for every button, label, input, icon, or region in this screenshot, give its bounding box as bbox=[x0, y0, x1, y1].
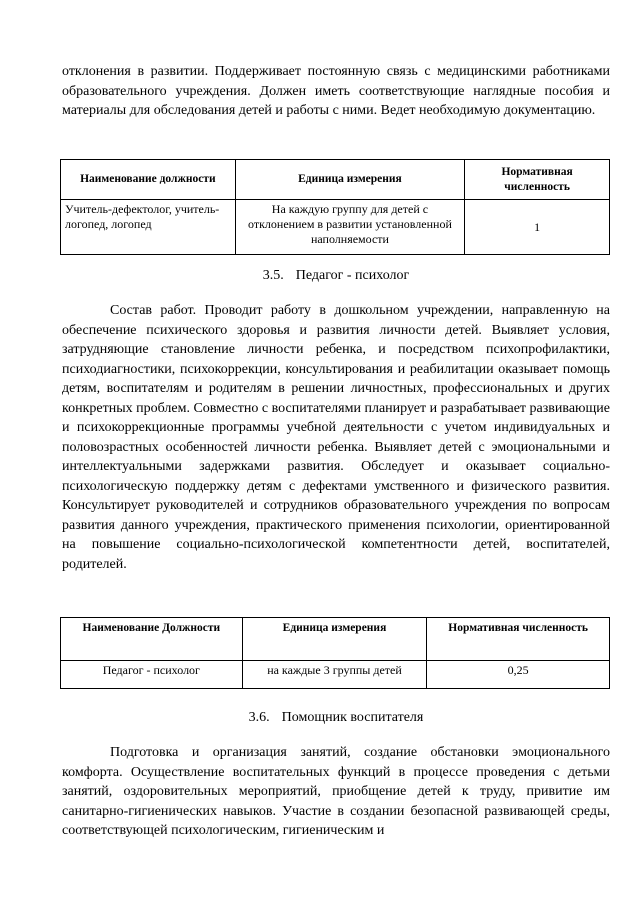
section-number: 3.5. bbox=[262, 268, 284, 283]
staffing-table-psychologist bbox=[60, 617, 610, 689]
table-header-cell: Нормативная численность bbox=[465, 160, 610, 200]
section-paragraph-3-5: Состав работ. Проводит работу в дошкольном учреждении, направленную на обеспечение психического здоровья и развития личности детей. Выявляет условия, затрудняющие становление личности ребенка, и посредством психопрофилактики, психодиагностики, психокоррекции, консультирования и реабилитации оказывает помощь детям, воспитателям и родителям в решении личностных, профессиональных и других конкретных проблем. Совместно с воспитателями планирует и разрабатывает развивающие и психокоррекционные программы учебной деятельности с учетом индивидуальных и половозрастных особенностей личности ребенка. Выявляет детей с эмоциональными и интеллектуальными задержками развития. Обследует и оказывает социально-психологическую поддержку детям с дефектами умственного и физического развития. Консультирует руководителей и сотрудников образовательного учреждения по вопросам развития данного учреждения, практического применения психологии, ориентированной на повышение социально-психологической компетентности детей, воспитателей, родителей. bbox=[62, 303, 610, 572]
table-row bbox=[61, 661, 610, 689]
section-number: 3.6. bbox=[248, 710, 270, 725]
unit-cell: на каждые 3 группы детей bbox=[242, 661, 427, 689]
staffing-table-defectologist bbox=[60, 159, 610, 255]
table-header-cell: Наименование Должности bbox=[61, 618, 243, 661]
count-cell: 0,25 bbox=[427, 661, 610, 689]
table-header-row bbox=[61, 160, 610, 200]
section-heading-3-5 bbox=[62, 268, 610, 284]
position-cell: Учитель-дефектолог, учитель-логопед, логопед bbox=[61, 200, 236, 255]
table-header-cell: Нормативная численность bbox=[427, 618, 610, 661]
unit-cell: На каждую группу для детей с отклонением в развитии установленной наполняемости bbox=[235, 200, 465, 255]
table-row bbox=[61, 200, 610, 255]
table-header-cell: Единица измерения bbox=[242, 618, 427, 661]
table-header-cell: Единица измерения bbox=[235, 160, 465, 200]
section-paragraph-3-6: Подготовка и организация занятий, создание обстановки эмоционального комфорта. Осуществление воспитательных функций в процессе проведения с детьми занятий, оздоровительных мероприятий, приобщение детей к труду, привитие им санитарно-гигиенических навыков. Участие в создании безопасной развивающей среды, соответствующей психологическим, гигиеническим и bbox=[62, 745, 610, 838]
position-cell: Педагог - психолог bbox=[61, 661, 243, 689]
count-cell: 1 bbox=[465, 200, 610, 255]
section-heading-3-6 bbox=[62, 710, 610, 726]
table-header-row bbox=[61, 618, 610, 661]
table-header-cell: Наименование должности bbox=[61, 160, 236, 200]
intro-paragraph: отклонения в развитии. Поддерживает постоянную связь с медицинскими работниками образовательного учреждения. Должен иметь соответствующие наглядные пособия и материалы для обследования детей и работы с ними. Ведет необходимую документацию. bbox=[62, 64, 610, 118]
section-title: Помощник воспитателя bbox=[281, 710, 424, 725]
section-title: Педагог - психолог bbox=[295, 268, 410, 283]
